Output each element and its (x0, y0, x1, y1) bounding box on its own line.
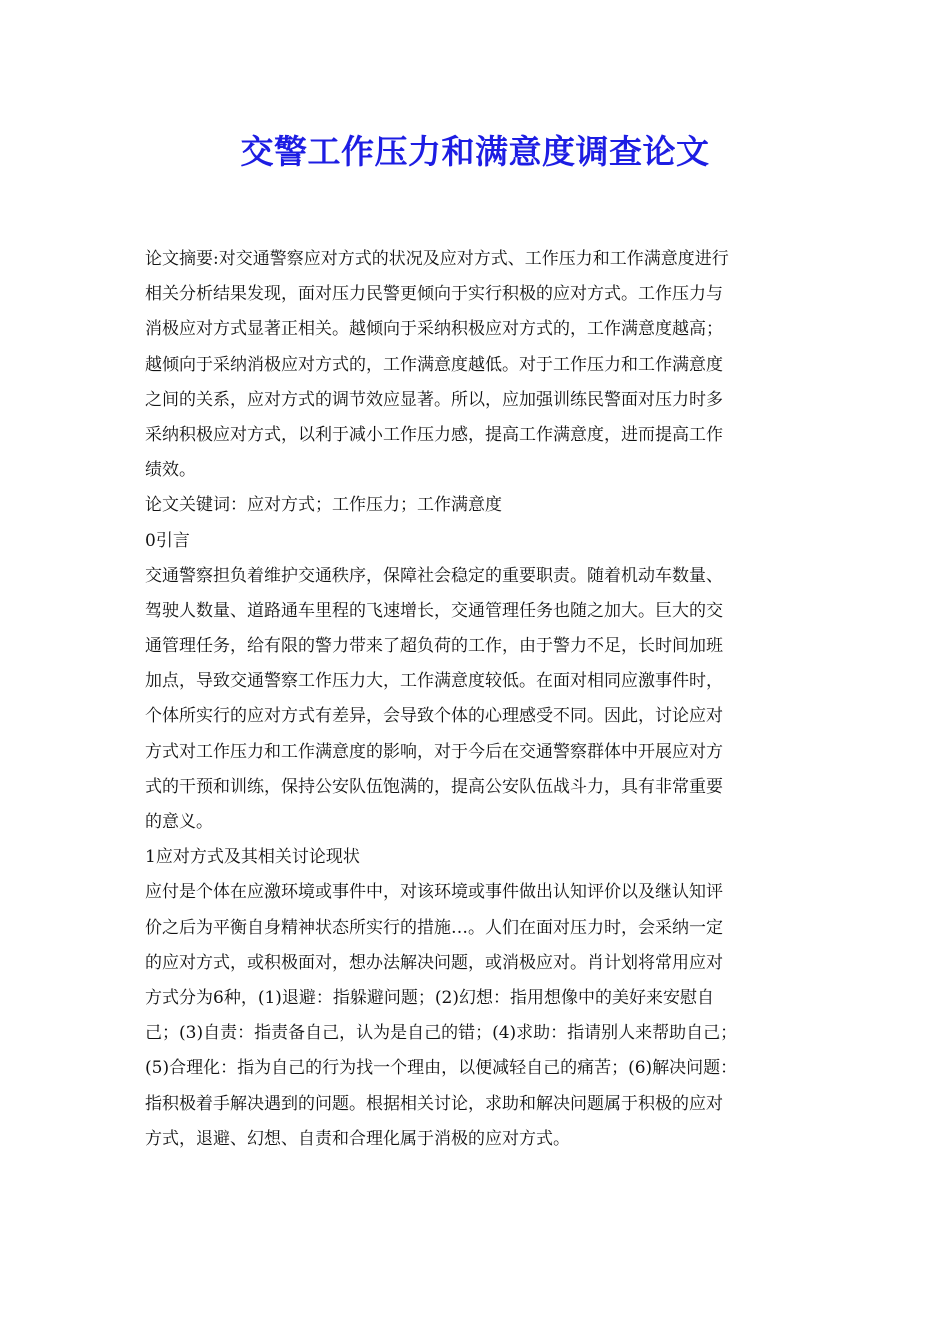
text-line: 消极应对方式显著正相关。越倾向于采纳积极应对方式的，工作满意度越高； (145, 319, 723, 340)
text-line: 的应对方式，或积极面对，想办法解决问题，或消极应对。肖计划将常用应对 (145, 952, 723, 973)
keywords-line: 论文关键词：应对方式；工作压力；工作满意度 (145, 495, 502, 516)
document-body (145, 242, 810, 1157)
text-line: 加点，导致交通警察工作压力大，工作满意度较低。在面对相同应激事件时， (145, 671, 723, 692)
text-line: 价之后为平衡自身精神状态所实行的措施…。人们在面对压力时，会采纳一定 (145, 917, 723, 938)
text-line: 方式分为6种，(1)退避：指躲避问题；(2)幻想：指用想像中的美好来安慰自 (145, 987, 714, 1008)
text-line: 式的干预和训练，保持公安队伍饱满的，提高公安队伍战斗力，具有非常重要 (145, 776, 723, 797)
text-line: 己；(3)自责：指责备自己，认为是自己的错；(4)求助：指请别人来帮助自己； (145, 1023, 738, 1044)
text-line: 采纳积极应对方式，以利于减小工作压力感，提高工作满意度，进而提高工作 (145, 424, 723, 445)
text-line: 交通警察担负着维护交通秩序，保障社会稳定的重要职责。随着机动车数量、 (145, 565, 723, 586)
document-title: 交警工作压力和满意度调查论文 (240, 132, 710, 171)
text-line: 指积极着手解决遇到的问题。根据相关讨论，求助和解决问题属于积极的应对 (145, 1093, 723, 1114)
text-line: 应付是个体在应激环境或事件中，对该环境或事件做出认知评价以及继认知评 (145, 882, 723, 903)
text-line: 个体所实行的应对方式有差异，会导致个体的心理感受不同。因此，讨论应对 (145, 706, 723, 727)
text-line: 的意义。 (145, 812, 213, 832)
text-line: (5)合理化：指为自己的行为找一个理由，以便减轻自己的痛苦；(6)解决问题： (145, 1058, 738, 1079)
text-line: 之间的关系，应对方式的调节效应显著。所以，应加强训练民警面对压力时多 (145, 389, 723, 410)
text-line: 方式对工作压力和工作满意度的影响，对于今后在交通警察群体中开展应对方 (145, 741, 723, 762)
text-line: 驾驶人数量、道路通车里程的飞速增长，交通管理任务也随之加大。巨大的交 (145, 600, 723, 621)
text-line: 绩效。 (145, 460, 196, 481)
section-heading-coping: 1应对方式及其相关讨论现状 (145, 847, 360, 868)
text-line: 相关分析结果发现，面对压力民警更倾向于实行积极的应对方式。工作压力与 (145, 284, 723, 305)
text-line: 论文摘要:对交通警察应对方式的状况及应对方式、工作压力和工作满意度进行 (145, 249, 729, 269)
text-line: 方式，退避、幻想、自责和合理化属于消极的应对方式。 (145, 1128, 570, 1149)
text-line: 通管理任务，给有限的警力带来了超负荷的工作，由于警力不足，长时间加班 (145, 636, 723, 657)
text-line: 越倾向于采纳消极应对方式的，工作满意度越低。对于工作压力和工作满意度 (145, 354, 723, 375)
section-heading-introduction: 0引言 (145, 530, 190, 551)
